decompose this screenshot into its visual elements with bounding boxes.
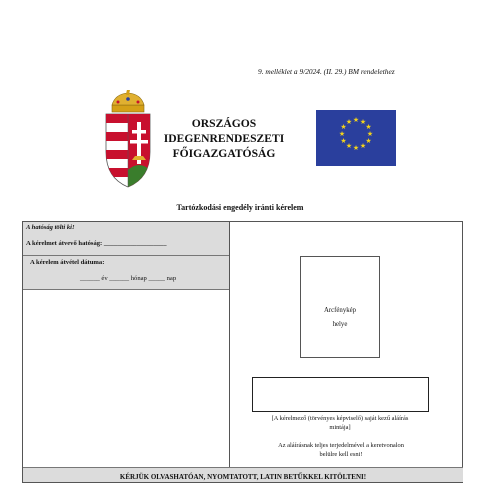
column-divider [229,221,230,467]
receipt-date-field[interactable]: ______ év ______ hónap _____ nap [80,275,177,282]
svg-text:★: ★ [365,137,372,145]
svg-text:★: ★ [366,130,374,138]
photo-placeholder [300,256,380,358]
fill-instruction-banner: KÉRJÜK OLVASHATÓAN, NYOMTATOTT, LATIN BETŰKKEL KITÖLTENI! [23,467,463,482]
signature-note-line-2: belülre kell esni! [319,451,363,458]
svg-text:★: ★ [338,130,346,138]
svg-text:★: ★ [340,137,347,145]
form-title: Tartózkodási engedély iránti kérelem [176,203,304,212]
svg-text:★: ★ [352,116,360,124]
authority-fill-note: A hatóság tölti ki! [26,224,75,231]
svg-text:★: ★ [340,123,347,131]
hungarian-coat-of-arms-icon [101,90,155,190]
signature-caption-line-2: mintája] [329,424,351,431]
signature-note [248,441,434,459]
svg-text:★: ★ [352,144,360,152]
receipt-date-section [23,256,229,290]
eu-flag-icon [316,110,396,166]
svg-text:★: ★ [359,118,367,126]
org-line-3: FŐIGAZGATÓSÁG [172,147,276,160]
svg-text:★: ★ [359,142,367,150]
signature-caption-line-1: [A kérelmező (törvényes képviselő) saját kezű aláírás [271,415,409,422]
svg-text:★: ★ [345,118,353,126]
photo-label-2: helye [332,321,348,328]
annex-reference: 9. melléklet a 9/2024. (II. 29.) BM rendelethez [258,67,395,76]
svg-text:★: ★ [345,142,353,150]
photo-label-1: Arcfénykép [323,307,357,314]
signature-caption [240,414,440,432]
org-line-1: ORSZÁGOS [191,117,257,130]
svg-text:★: ★ [365,123,372,131]
authority-section [23,222,229,256]
signature-note-line-1: Az aláírásnak teljes terjedelmével a keretvonalon [278,442,404,449]
organization-name [162,116,286,161]
org-line-2: IDEGENRENDESZETI [163,132,285,145]
signature-box[interactable] [252,377,429,412]
receipt-date-label: A kérelem átvétel dátuma: [30,259,105,266]
receiving-authority-field[interactable]: A kérelmet átvevő hatóság: ___________________ [26,240,167,247]
